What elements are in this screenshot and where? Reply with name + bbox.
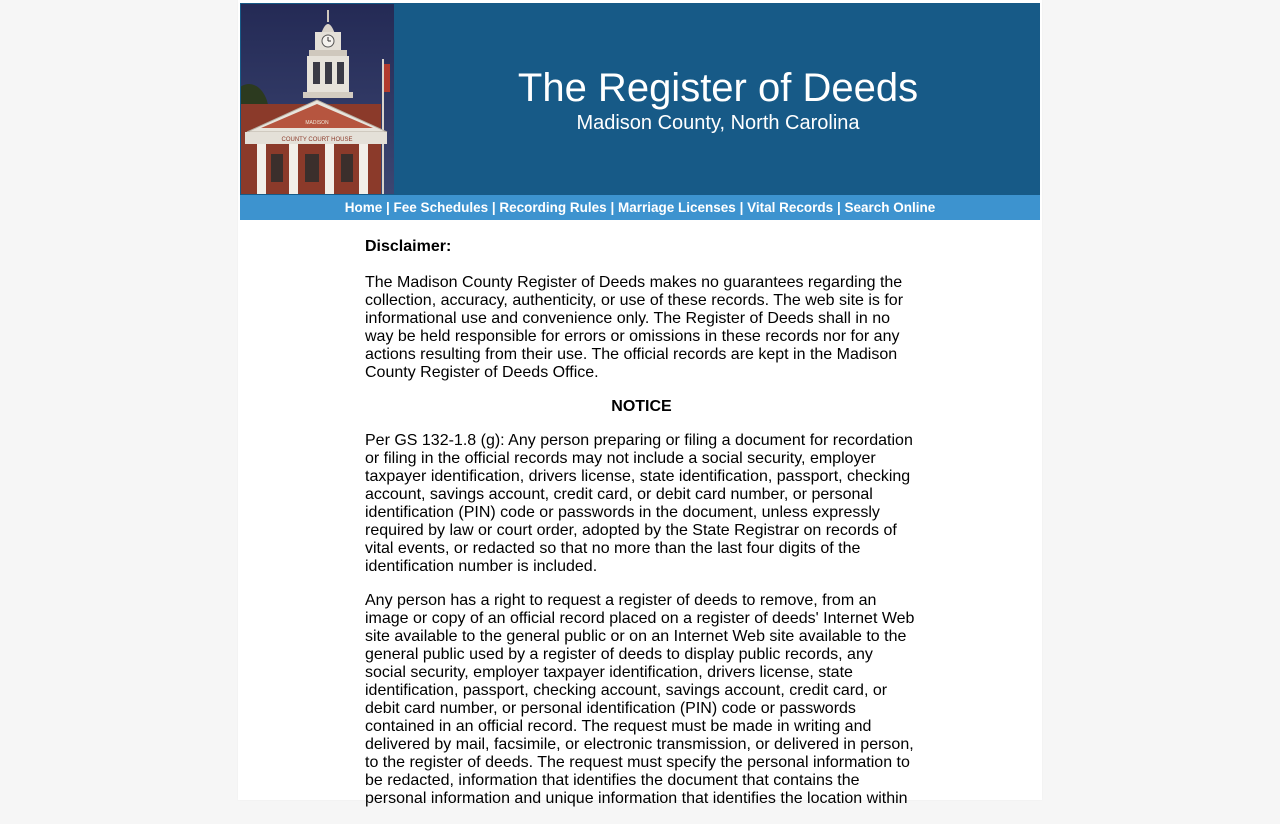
nav-marriage-licenses[interactable]: Marriage Licenses [618, 200, 736, 215]
main-nav [240, 195, 1040, 220]
notice-paragraph-2: Any person has a right to request a register of deeds to remove, from an image or copy of an official record placed on a register of deeds' Internet Web site available to the general public or on an Internet Web site available to the general public used by a register of deeds to display public records, any social security, employer taxpayer identification, drivers license, state identification, passport, checking account, savings account, credit card, or debit card number, or personal identification (PIN) code or passwords contained in an official record. The request must be made in writing and delivered by mail, facsimile, or electronic transmission, or delivered in person, to the register of deeds. The request must specify the personal information to be redacted, information that identifies the document that contains the personal information and unique information that identifies the location within [365, 592, 915, 807]
notice-paragraph-1: Per GS 132-1.8 (g): Any person preparing or filing a document for recordation or filing in the official records may not include a social security, employer taxpayer identification, drivers license, state identification, passport, checking account, savings account, credit card, or debit card number, or personal identification (PIN) code or passwords in the document, unless expressly required by law or court order, adopted by the State Registrar on records of vital events, or redacted so that no more than the last four digits of the identification number is included. [365, 432, 913, 575]
nav-separator: | [386, 200, 390, 215]
site-title: The Register of Deeds [517, 66, 919, 110]
nav-recording-rules[interactable]: Recording Rules [499, 200, 607, 215]
nav-fee-schedules[interactable]: Fee Schedules [393, 200, 489, 215]
banner-text [396, 3, 1040, 195]
nav-separator: | [491, 200, 496, 215]
site-subtitle: Madison County, North Carolina [576, 112, 860, 134]
disclaimer-heading: Disclaimer: [365, 238, 452, 255]
nav-home[interactable]: Home [344, 200, 383, 215]
disclaimer-text: The Madison County Register of Deeds makes no guarantees regarding the collection, accuracy, authenticity, or use of these records. The web site is for informational use and convenience only. The Register of Deeds shall in no way be held responsible for errors or omissions in these records nor for any actions resulting from their use. The official records are kept in the Madison County Register of Deeds Office. [365, 274, 904, 381]
nav-separator: | [739, 200, 744, 215]
frieze-lettering: COUNTY COURT HOUSE [281, 137, 353, 143]
courthouse-photo [241, 4, 394, 194]
pediment-lettering: MADISON [305, 120, 329, 126]
nav-separator: | [836, 200, 841, 215]
nav-search-online[interactable]: Search Online [844, 200, 936, 215]
main-content [365, 236, 918, 824]
header-banner [240, 3, 1040, 195]
page-container [238, 0, 1042, 807]
nav-separator: | [610, 200, 615, 215]
nav-vital-records[interactable]: Vital Records [747, 200, 834, 215]
notice-heading: NOTICE [611, 398, 672, 415]
